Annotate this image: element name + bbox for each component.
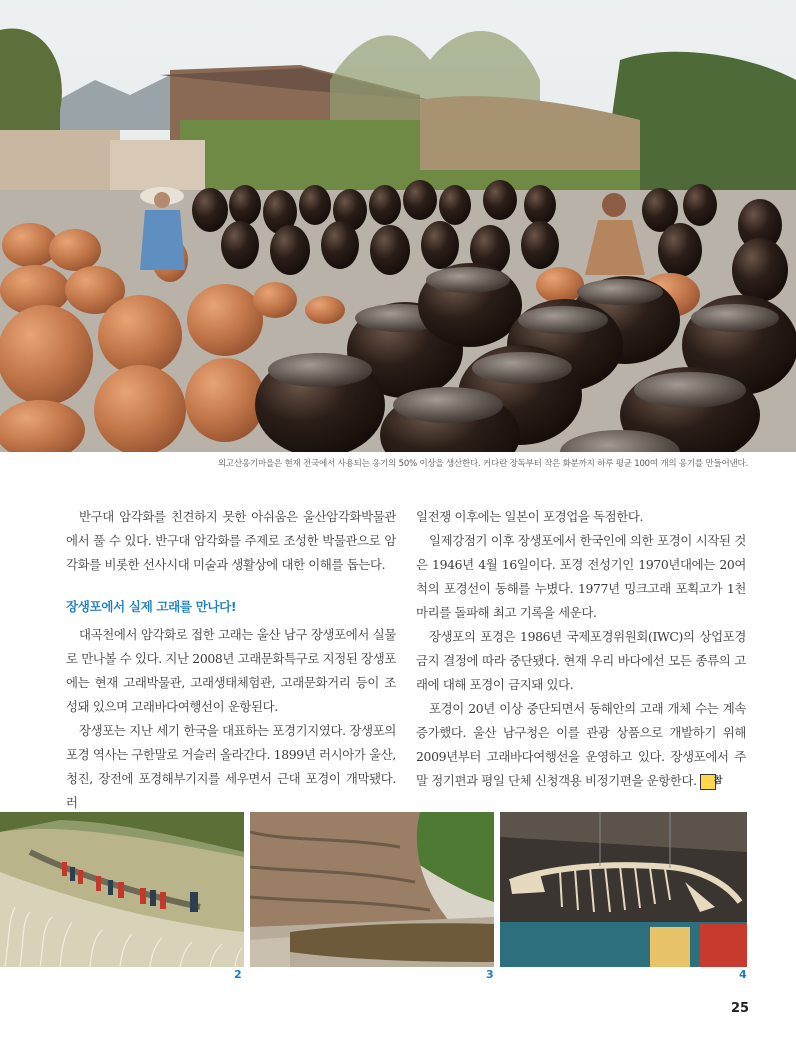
hikers-image <box>0 812 244 967</box>
photo-number: 3 <box>486 968 494 981</box>
main-photo <box>0 0 796 452</box>
potter-woman <box>140 187 185 270</box>
section-subheading: 장생포에서 실제 고래를 만나다! <box>66 599 237 614</box>
whale-skeleton-image <box>500 812 747 967</box>
cliff-image <box>250 812 494 967</box>
photo-number: 4 <box>739 968 747 981</box>
paragraph: 반구대 암각화를 친견하지 못한 아쉬움은 울산암각화박물관에서 풀 수 있다. 반구대 암각화를 주제로 조성한 박물관으로 암각화를 비롯한 선사시대 미술과 생활상에 대한 이해를 돕는다. <box>66 509 396 572</box>
whale-skeleton-photo <box>500 812 747 967</box>
paragraph-text: 포경이 20년 이상 중단되면서 동해안의 고래 개체 수는 계속 증가했다. 울산 남구청은 이를 관광 상품으로 개발하기 위해 2009년부터 고래바다여행선을 운영하고 있다. 장생포에서 주말 정기편과 평일 단체 신청객용 비정기편을 운항한다. <box>416 701 746 788</box>
cliff-stream-photo <box>250 812 494 967</box>
paragraph: 장생포의 포경은 1986년 국제포경위원회(IWC)의 상업포경 금지 결정에 따라 중단됐다. 현재 우리 바다에선 모든 종류의 고래에 대해 포경이 금지돼 있다. <box>416 629 746 692</box>
left-column <box>66 505 396 815</box>
paragraph: 일제강점기 이후 장생포에서 한국인에 의한 포경이 시작된 것은 1946년 4월 16일이다. 포경 전성기인 1970년대에는 20여 척의 포경선이 동해를 누볐다. 1977년 밍크고래 포획고가 1천 마리를 돌파해 최고 기록을 세운다. <box>416 533 746 620</box>
right-column <box>416 505 746 793</box>
photo-caption: 외고산옹기마을은 현재 전국에서 사용되는 옹기의 50% 이상을 생산한다. 커다란 장독부터 작은 화분까지 하루 평균 100여 개의 옹기를 만들어낸다. <box>217 459 748 469</box>
photo-number: 2 <box>234 968 242 981</box>
paragraph <box>416 697 746 793</box>
end-mark-icon: 참 <box>700 774 716 790</box>
hiking-trail-photo <box>0 812 244 967</box>
paragraph: 대곡천에서 암각화로 접한 고래는 울산 남구 장생포에서 실물로 만나볼 수 있다. 지난 2008년 고래문화특구로 지정된 장생포에는 현재 고래박물관, 고래생태체험관, 고래문화거리 등이 조성돼 있으며 고래바다여행선이 운항된다. <box>66 627 396 714</box>
paragraph: 일전쟁 이후에는 일본이 포경업을 독점한다. <box>416 509 644 524</box>
paragraph: 장생포는 지난 세기 한국을 대표하는 포경기지였다. 장생포의 포경 역사는 구한말로 거슬러 올라간다. 1899년 러시아가 울산, 청진, 장전에 포경해부기지를 세우면서 근대 포경이 개막됐다. 러 <box>66 723 396 810</box>
page-number: 25 <box>731 1001 750 1016</box>
pottery-village-image <box>0 0 796 452</box>
